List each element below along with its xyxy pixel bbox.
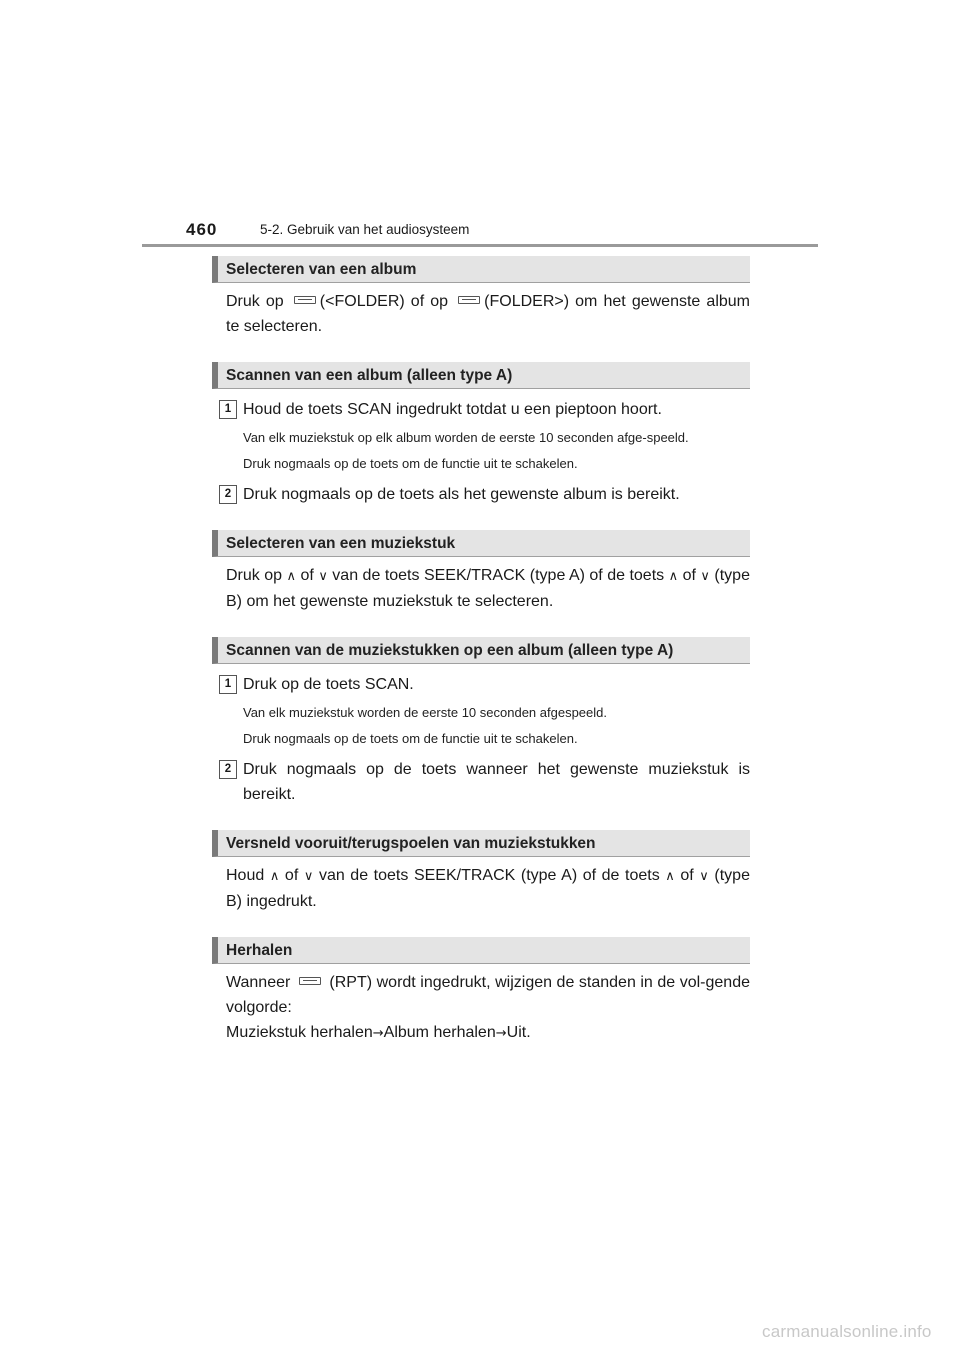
- text: of: [284, 867, 299, 884]
- up-arrow-icon: ∧: [269, 869, 280, 884]
- down-arrow-icon: ∨: [699, 869, 709, 884]
- step-2: [212, 482, 750, 507]
- text: van de toets SEEK/TRACK (type A) of de toets: [318, 867, 660, 884]
- text: Druk op: [226, 567, 283, 584]
- step-number: 1: [219, 400, 237, 419]
- down-arrow-icon: ∨: [318, 569, 328, 584]
- heading-select-album: Selecteren van een album: [212, 256, 750, 283]
- step-text: Druk nogmaals op de toets wanneer het gewenste muziekstuk is bereikt.: [243, 761, 750, 803]
- text: of: [680, 867, 694, 884]
- text: (FOLDER>) om het gewenste album te selecteren.: [226, 293, 750, 335]
- text: van de toets SEEK/TRACK (type A) of de toets: [332, 567, 665, 584]
- paragraph-repeat: [226, 970, 750, 1046]
- heading-repeat: Herhalen: [212, 937, 750, 964]
- button-icon: [299, 977, 321, 985]
- text: (<FOLDER) of op: [319, 293, 449, 310]
- step-text: Druk nogmaals op de toets als het gewenste album is bereikt.: [243, 486, 680, 503]
- page-content: [212, 256, 750, 1046]
- step-number: 2: [219, 485, 237, 504]
- text: (RPT) wordt ingedrukt, wijzigen de standen in de vol-gende volgorde:: [226, 974, 750, 1016]
- text: Muziekstuk herhalen: [226, 1024, 373, 1041]
- header-rule: [142, 244, 818, 247]
- watermark: carmanualsonline.info: [762, 1322, 932, 1341]
- note: Druk nogmaals op de toets om de functie uit te schakelen.: [243, 456, 578, 471]
- page-number: 460: [186, 220, 218, 239]
- page-header: [142, 214, 818, 248]
- arrow-right-icon: →: [495, 1026, 507, 1041]
- paragraph-select-track: [226, 563, 750, 614]
- paragraph-select-album: [226, 289, 750, 339]
- note: Druk nogmaals op de toets om de functie uit te schakelen.: [243, 731, 578, 746]
- heading-fast-forward-rewind: Versneld vooruit/terugspoelen van muziekstukken: [212, 830, 750, 857]
- heading-scan-tracks: Scannen van de muziekstukken op een album (alleen type A): [212, 637, 750, 664]
- heading-scan-album: Scannen van een album (alleen type A): [212, 362, 750, 389]
- down-arrow-icon: ∨: [700, 569, 710, 584]
- paragraph-fast-forward-rewind: [226, 863, 750, 914]
- text: Uit.: [506, 1024, 531, 1041]
- text: of: [682, 567, 696, 584]
- step-text: Druk op de toets SCAN.: [243, 676, 414, 693]
- step-number: 1: [219, 675, 237, 694]
- step-1: [212, 397, 750, 422]
- step-2: [212, 757, 750, 807]
- text: Album herhalen: [383, 1024, 496, 1041]
- text: (type B) ingedrukt.: [226, 867, 750, 910]
- text: of: [300, 567, 314, 584]
- step-number: 2: [219, 760, 237, 779]
- text: Houd: [226, 867, 265, 884]
- down-arrow-icon: ∨: [303, 869, 314, 884]
- note: Van elk muziekstuk op elk album worden de eerste 10 seconden afge-speeld.: [243, 430, 689, 445]
- button-icon: [458, 296, 480, 304]
- heading-select-track: Selecteren van een muziekstuk: [212, 530, 750, 557]
- up-arrow-icon: ∧: [668, 569, 679, 584]
- text: Wanneer: [226, 974, 291, 991]
- button-icon: [294, 296, 316, 304]
- arrow-right-icon: →: [372, 1026, 384, 1041]
- note: Van elk muziekstuk worden de eerste 10 seconden afgespeeld.: [243, 705, 607, 720]
- section-title: 5-2. Gebruik van het audiosysteem: [260, 222, 470, 237]
- up-arrow-icon: ∧: [286, 569, 297, 584]
- text: Druk op: [226, 293, 284, 310]
- step-text: Houd de toets SCAN ingedrukt totdat u een pieptoon hoort.: [243, 401, 662, 418]
- step-1: [212, 672, 750, 697]
- up-arrow-icon: ∧: [665, 869, 675, 884]
- text: (type B) om het gewenste muziekstuk te selecteren.: [226, 567, 750, 610]
